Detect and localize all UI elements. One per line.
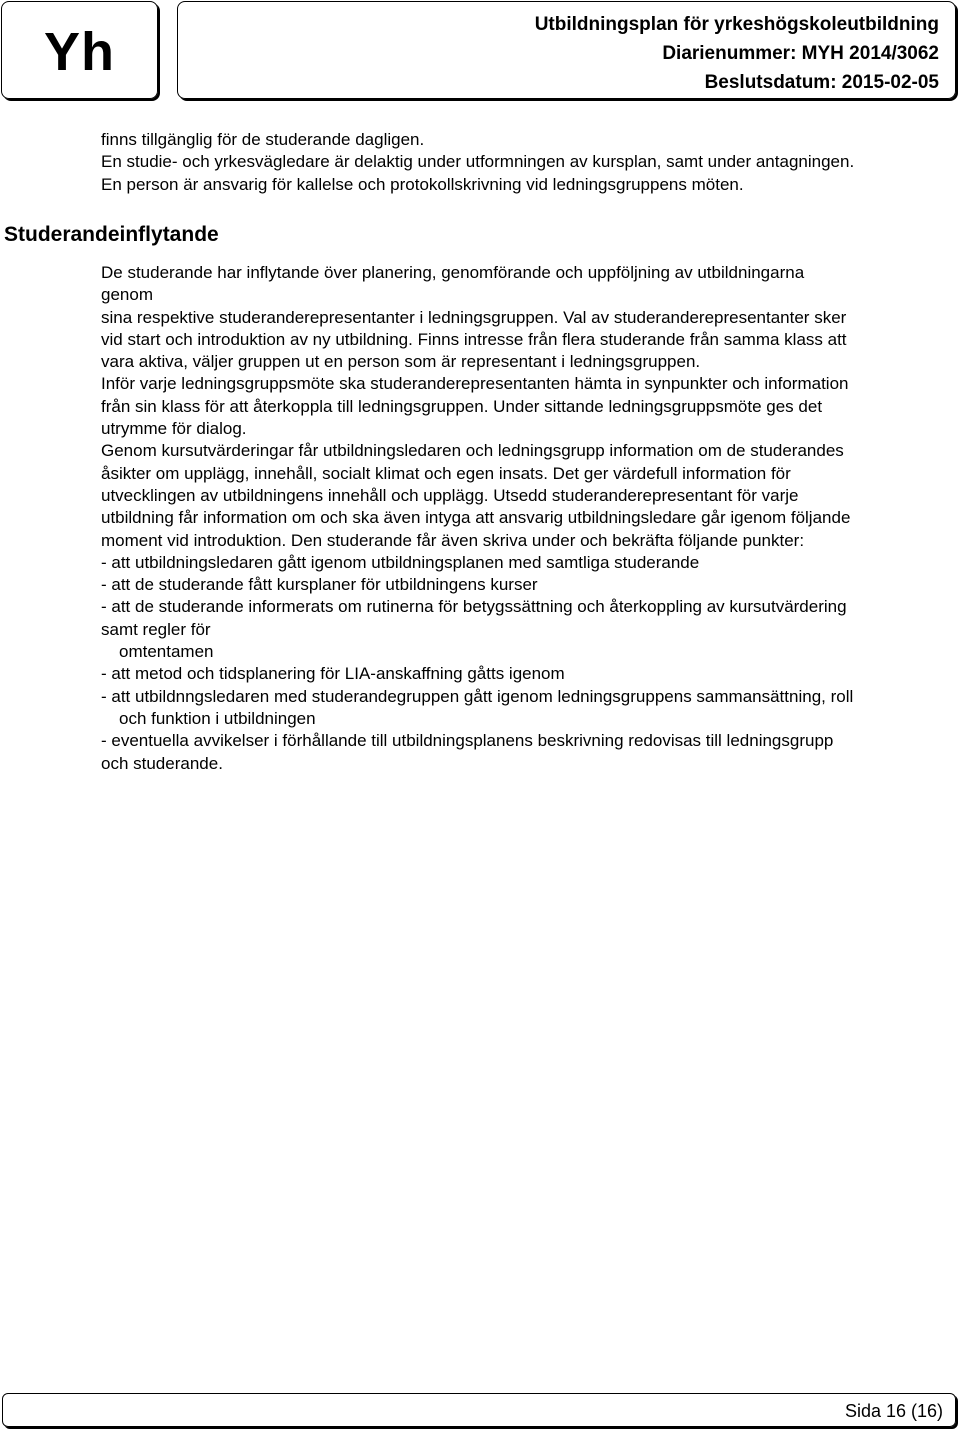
page-footer	[2, 1393, 956, 1427]
intro-paragraph	[101, 129, 951, 196]
section-body	[101, 262, 956, 775]
body-line: moment vid introduktion. Den studerande får även skriva under och bekräfta följande punkter:	[101, 530, 805, 550]
intro-line: En person är ansvarig för kallelse och protokollskrivning vid ledningsgruppens möten.	[101, 174, 744, 194]
page-number: Sida 16 (16)	[844, 1401, 943, 1421]
list-item-continuation: och funktion i utbildningen	[119, 708, 316, 728]
body-line: vid start och introduktion av ny utbildning. Finns intresse från flera studerande från samma klass att	[101, 329, 847, 349]
list-item-continuation: och studerande.	[101, 753, 223, 773]
body-line: utbildning får information om och ska även intyga att ansvarig utbildningsledare går igenom följande	[101, 508, 851, 528]
logo-box	[1, 1, 158, 99]
list-item: - att utbildnngsledaren med studerandegruppen gått igenom ledningsgruppens sammansättning, roll	[101, 686, 854, 706]
list-item: - att de studerande informerats om rutinerna för betygssättning och återkoppling av kursutvärdering	[101, 597, 847, 617]
section-heading: Studerandeinflytande	[4, 223, 219, 246]
list-item-continuation: omtentamen	[119, 642, 214, 662]
list-item: - att de studerande fått kursplaner för utbildningens kurser	[101, 575, 538, 595]
body-line: sina respektive studeranderepresentanter i ledningsgruppen. Val av studeranderepresentanter sker	[101, 307, 847, 327]
body-line: åsikter om upplägg, innehåll, socialt klimat och egen insats. Det ger värdefull information för	[101, 463, 791, 483]
body-line: genom	[101, 285, 153, 305]
body-line: De studerande har inflytande över planering, genomförande och uppföljning av utbildningarna	[101, 263, 805, 282]
body-line: från sin klass för att återkoppla till ledningsgruppen. Under sittande ledningsgruppsmöte ges det	[101, 396, 823, 416]
list-item: - att metod och tidsplanering för LIA-anskaffning gåtts igenom	[101, 664, 565, 684]
body-line: utvecklingen av utbildningens innehåll och upplägg. Utsedd studeranderepresentant för varje	[101, 485, 799, 505]
yh-logo: Yh	[43, 22, 115, 82]
list-item: - att utbildningsledaren gått igenom utbildningsplanen med samtliga studerande	[101, 552, 700, 572]
diarienummer: Diarienummer: MYH 2014/3062	[662, 43, 939, 64]
document-header	[177, 1, 956, 99]
body-line: vara aktiva, väljer gruppen ut en person som är representant i ledningsgruppen.	[101, 352, 701, 372]
list-item: - eventuella avvikelser i förhållande till utbildningsplanens beskrivning redovisas till ledningsgrupp	[101, 731, 834, 751]
body-line: Genom kursutvärderingar får utbildningsledaren och ledningsgrupp information om de studerandes	[101, 441, 844, 461]
beslutsdatum: Beslutsdatum: 2015-02-05	[704, 72, 939, 93]
intro-line: finns tillgänglig för de studerande dagligen.	[101, 130, 425, 149]
body-line: utrymme för dialog.	[101, 419, 247, 439]
body-line: Inför varje ledningsgruppsmöte ska studeranderepresentanten hämta in synpunkter och information	[101, 374, 849, 394]
document-title: Utbildningsplan för yrkeshögskoleutbildning	[534, 14, 939, 35]
list-item-continuation: samt regler för	[101, 619, 211, 639]
intro-line: En studie- och yrkesvägledare är delaktig under utformningen av kursplan, samt under antagningen.	[101, 152, 855, 172]
